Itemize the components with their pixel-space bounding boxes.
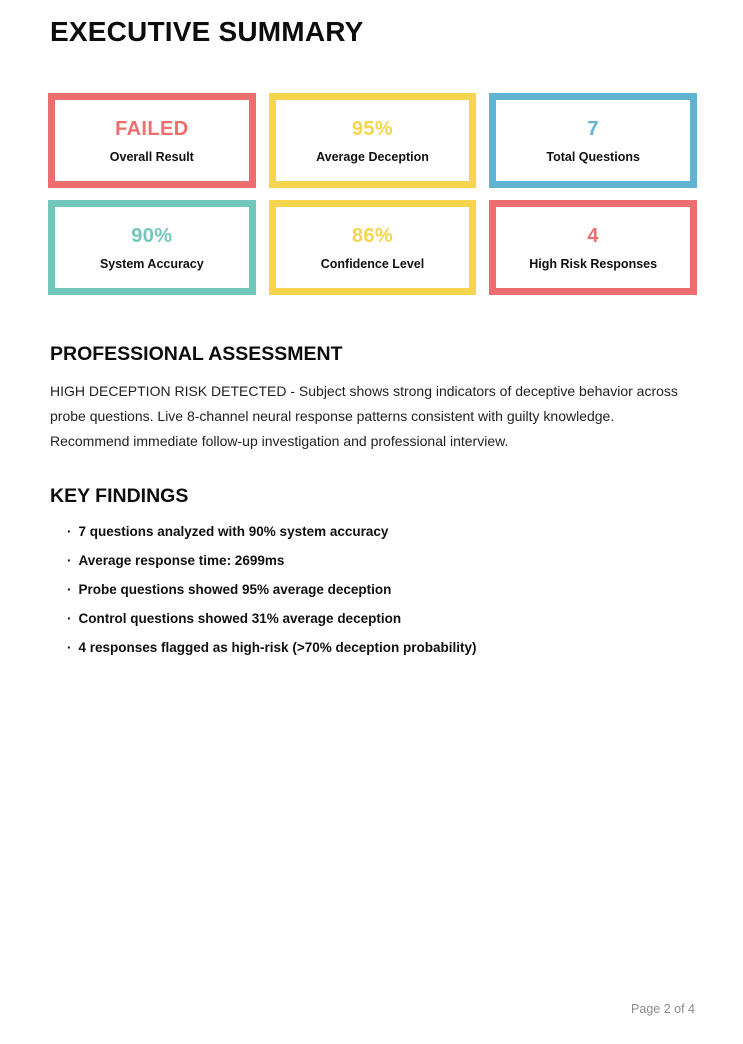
stat-value-system-accuracy: 90% bbox=[131, 224, 173, 247]
key-finding-text: 4 responses flagged as high-risk (>70% deception probability) bbox=[78, 640, 477, 655]
stat-label-confidence-level: Confidence Level bbox=[320, 256, 425, 271]
assessment-body-text: HIGH DECEPTION RISK DETECTED - Subject shows strong indicators of deceptive behavior across probe questions. Live 8-channel neural response patterns consistent with guilty knowledge. Recommend immediate follow-up investigation and professional interview. bbox=[50, 383, 678, 449]
stat-card-total-questions bbox=[489, 93, 697, 188]
key-finding-item bbox=[67, 525, 697, 539]
key-finding-item bbox=[67, 554, 697, 568]
key-finding-item bbox=[67, 641, 697, 655]
stat-label-overall-result: Overall Result bbox=[109, 149, 194, 164]
stat-label-high-risk-responses: High Risk Responses bbox=[529, 256, 658, 271]
stat-value-total-questions: 7 bbox=[587, 117, 599, 140]
stat-card-confidence-level bbox=[269, 200, 477, 295]
key-finding-item bbox=[67, 612, 697, 626]
page-number: Page 2 of 4 bbox=[631, 1002, 695, 1016]
stat-value-average-deception: 95% bbox=[351, 117, 394, 140]
key-finding-text: Probe questions showed 95% average deception bbox=[78, 582, 392, 597]
bullet-dot: · bbox=[67, 553, 72, 568]
key-findings-section-heading: KEY FINDINGS bbox=[50, 485, 189, 507]
stat-value-high-risk-responses: 4 bbox=[587, 224, 599, 247]
key-findings-list bbox=[67, 525, 697, 655]
bullet-dot: · bbox=[67, 611, 72, 626]
stat-card-high-risk-responses bbox=[489, 200, 697, 295]
key-finding-text: Average response time: 2699ms bbox=[78, 553, 285, 568]
bullet-dot: · bbox=[67, 524, 72, 539]
page-title: EXECUTIVE SUMMARY bbox=[50, 16, 364, 47]
stat-card-system-accuracy bbox=[48, 200, 256, 295]
stat-card-overall-result bbox=[48, 93, 256, 188]
stat-label-average-deception: Average Deception bbox=[316, 149, 429, 164]
stat-value-confidence-level: 86% bbox=[351, 224, 394, 247]
bullet-dot: · bbox=[67, 640, 72, 655]
summary-cards-grid bbox=[48, 93, 697, 295]
stat-value-overall-result: FAILED bbox=[115, 117, 189, 140]
key-finding-item bbox=[67, 583, 697, 597]
stat-label-system-accuracy: System Accuracy bbox=[99, 256, 204, 271]
stat-label-total-questions: Total Questions bbox=[546, 149, 640, 164]
bullet-dot: · bbox=[67, 582, 72, 597]
assessment-section-heading: PROFESSIONAL ASSESSMENT bbox=[50, 343, 343, 365]
key-finding-text: Control questions showed 31% average deception bbox=[78, 611, 402, 626]
stat-card-average-deception bbox=[269, 93, 477, 188]
key-finding-text: 7 questions analyzed with 90% system accuracy bbox=[78, 524, 389, 539]
